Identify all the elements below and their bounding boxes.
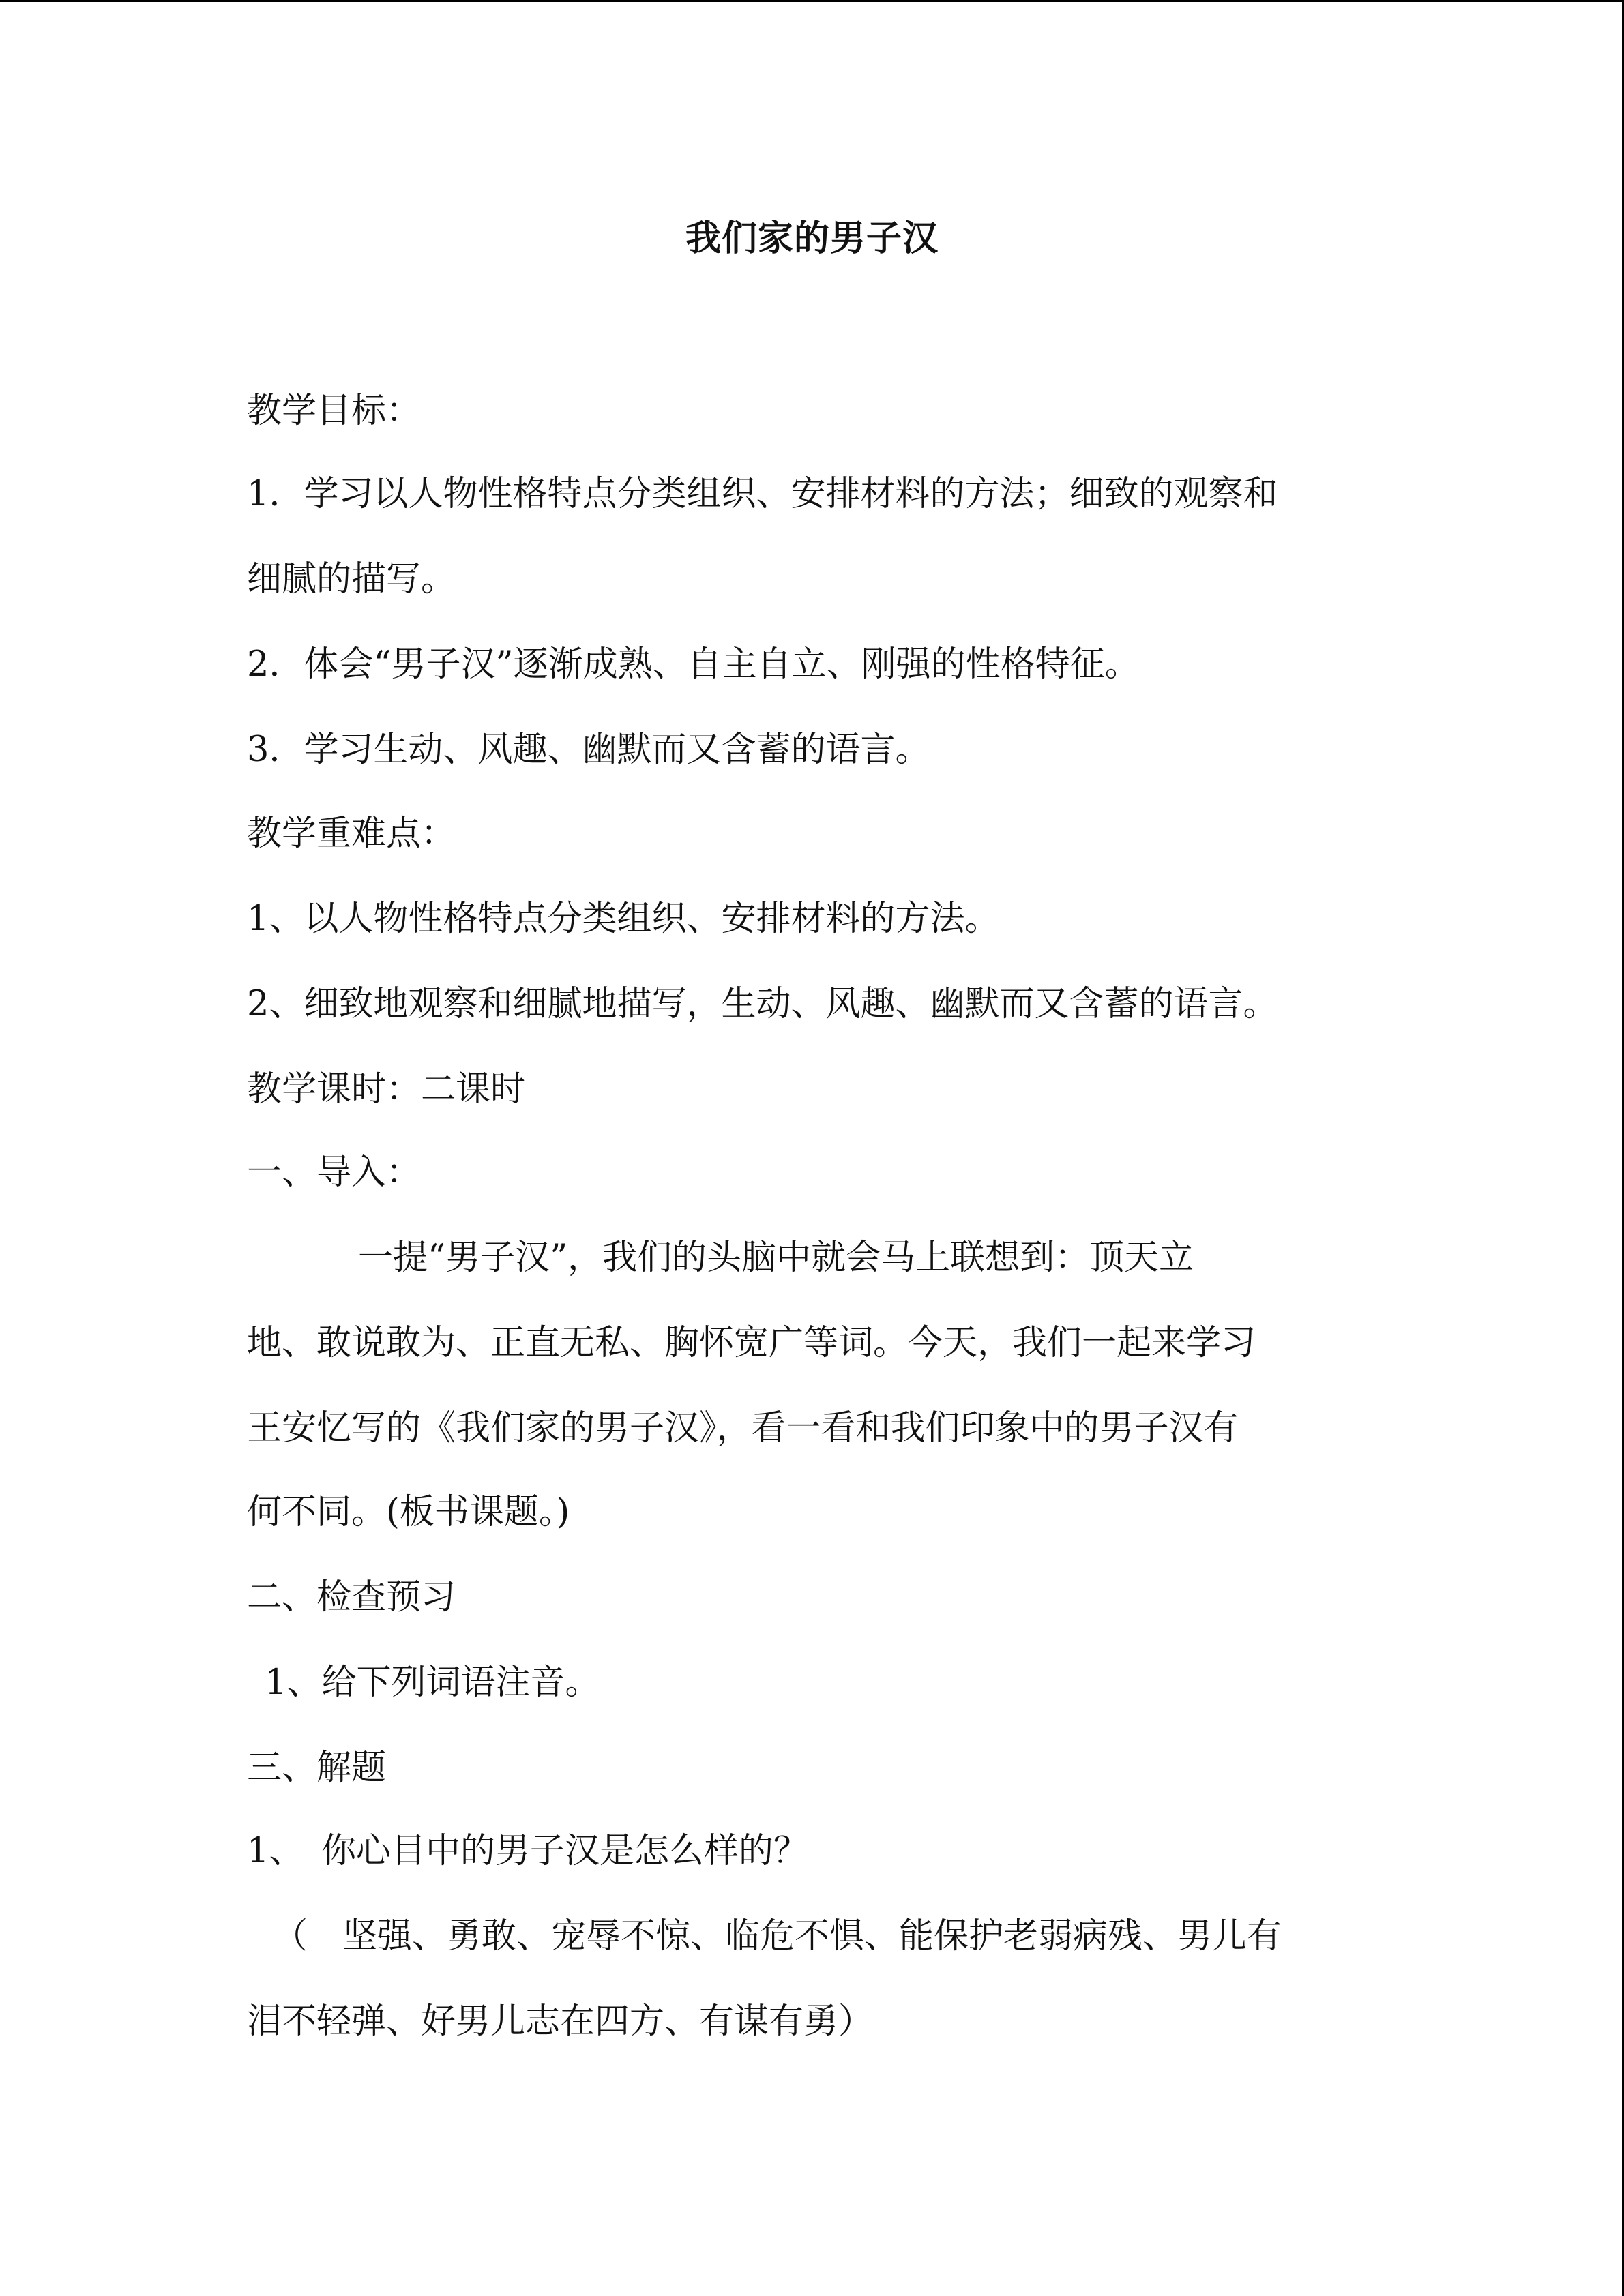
difficulty-2: 2、细致地观察和细腻地描写，生动、风趣、幽默而又含蓄的语言。 xyxy=(247,984,1278,1024)
heading-key-difficulties: 教学重难点： xyxy=(247,814,456,854)
document-title: 我们家的男子汉 xyxy=(685,218,939,259)
goal-3: 3．学习生动、风趣、幽默而又含蓄的语言。 xyxy=(247,730,930,770)
heading-check-preview: 二、检查预习 xyxy=(247,1577,456,1617)
heading-teaching-goals: 教学目标： xyxy=(247,391,422,431)
difficulty-1: 1、以人物性格特点分类组织、安排材料的方法。 xyxy=(247,899,1000,939)
intro-paragraph-line-2: 地、敢说敢为、正直无私、胸怀宽广等词。今天，我们一起来学习 xyxy=(247,1323,1256,1363)
goal-1-line-1: 1．学习以人物性格特点分类组织、安排材料的方法；细致的观察和 xyxy=(247,474,1278,514)
heading-interpret-title: 三、解题 xyxy=(247,1748,387,1788)
answer-line-1: （ 坚强、勇敢、宠辱不惊、临危不惧、能保护老弱病残、男儿有 xyxy=(273,1916,1282,1956)
intro-paragraph-line-4: 何不同。(板书课题。) xyxy=(247,1492,570,1532)
goal-1-line-2: 细腻的描写。 xyxy=(247,559,456,599)
intro-paragraph-line-1: 一提“男子汉”，我们的头脑中就会马上联想到：顶天立 xyxy=(358,1238,1194,1278)
teaching-hours: 教学课时：二课时 xyxy=(247,1069,526,1109)
preview-item-1: 1、给下列词语注音。 xyxy=(265,1663,600,1703)
answer-line-2: 泪不轻弹、好男儿志在四方、有谋有勇） xyxy=(247,2001,874,2042)
question-1: 1、 你心目中的男子汉是怎么样的？ xyxy=(247,1831,808,1871)
intro-paragraph-line-3: 王安忆写的《我们家的男子汉》，看一看和我们印象中的男子汉有 xyxy=(247,1408,1239,1448)
goal-2: 2．体会“男子汉”逐渐成熟、自主自立、刚强的性格特征。 xyxy=(247,644,1140,685)
heading-introduction: 一、导入： xyxy=(247,1152,422,1193)
